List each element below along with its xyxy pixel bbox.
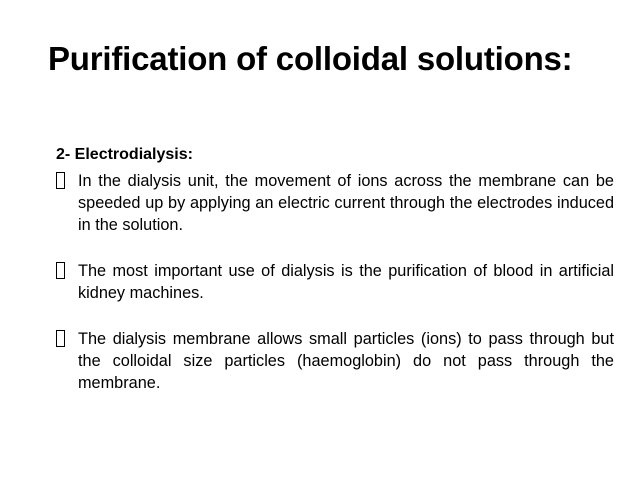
box-bullet-icon <box>56 328 78 354</box>
section-subheading: 2- Electrodialysis: <box>56 146 193 163</box>
bullet-text: In the dialysis unit, the movement of ions across the membrane can be speeded up by applying an electric current through the electrodes induced in the solution. <box>78 172 614 234</box>
bullet-text: The dialysis membrane allows small particles (ions) to pass through but the colloidal size particles (haemoglobin) do not pass through the membrane. <box>78 330 614 392</box>
bullet-list <box>56 170 614 418</box>
bullet-item <box>56 170 614 236</box>
box-bullet-icon <box>56 260 78 286</box>
bullet-item <box>56 328 614 394</box>
box-bullet-icon <box>56 170 78 196</box>
bullet-item <box>56 260 614 304</box>
bullet-text: The most important use of dialysis is the purification of blood in artificial kidney machines. <box>78 262 614 302</box>
slide-title: Purification of colloidal solutions: <box>48 40 573 77</box>
